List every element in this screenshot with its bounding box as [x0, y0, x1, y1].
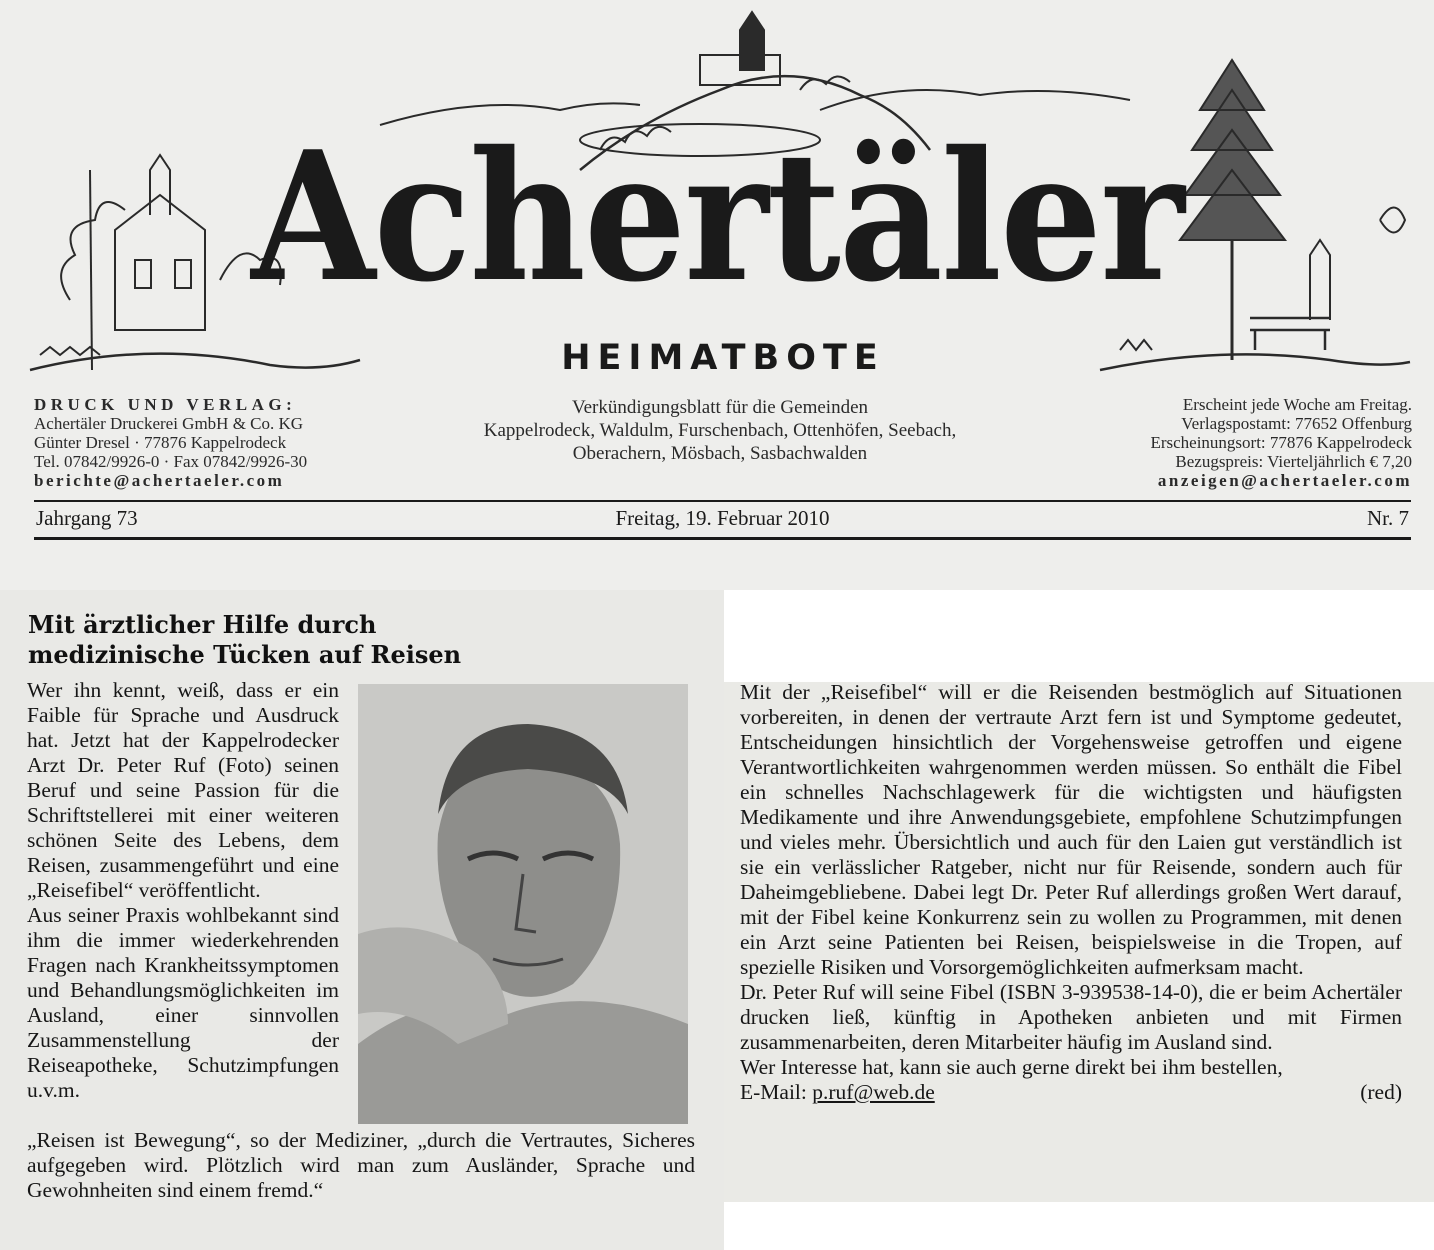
scope-line: Kappelrodeck, Waldulm, Furschenbach, Ottenhöfen, Seebach,	[483, 420, 957, 441]
headline-line: Mit ärztlicher Hilfe durch	[28, 610, 377, 639]
portrait-photo	[358, 684, 688, 1124]
publisher-info-right	[1100, 395, 1412, 490]
publisher-info-left	[34, 395, 374, 490]
publisher-heading: DRUCK UND VERLAG:	[34, 395, 297, 414]
dateline	[34, 506, 1411, 532]
contact-line	[740, 1080, 935, 1105]
article-paragraph: „Reisen ist Bewegung“, so der Mediziner, „durch die Vertrautes, Sicheres aufgegeben wird. Plötzlich wird man zum Ausländer, Sprache und Gewohnheiten sind einem fremd.“	[27, 1128, 695, 1202]
schedule-info: Erscheint jede Woche am Freitag.	[1182, 395, 1412, 414]
ads-email: anzeigen@achertaeler.com	[1157, 471, 1412, 490]
headline-line: medizinische Tücken auf Reisen	[28, 640, 462, 669]
article-column-left-continued	[27, 1128, 695, 1203]
publisher-email: berichte@achertaeler.com	[34, 471, 285, 490]
article-paragraph: Dr. Peter Ruf will seine Fibel (ISBN 3-939538-14-0), die er beim Achertäler drucken ließ, künftig in Apotheken anbieten und mit Firmen zusammenarbeiten, deren Mitarbeiter häufig im Ausland sind.	[740, 980, 1402, 1054]
portrait-illustration	[358, 684, 688, 1124]
divider-top	[34, 500, 1411, 502]
issue-number: Nr. 7	[1367, 506, 1409, 530]
issue-date: Freitag, 19. Februar 2010	[615, 506, 830, 530]
article-signoff	[740, 1080, 1402, 1105]
article-paragraph: Wer ihn kennt, weiß, dass er ein Faible für Sprache und Ausdruck hat. Jetzt hat der Kappelrodecker Arzt Dr. Peter Ruf (Foto) seinen Beruf und seine Passion für die Schriftstellerei mit einer weiteren schönen Seite des Lebens, dem Reisen, zusammengeführt und eine „Reisefibel“ veröffentlicht.	[27, 678, 339, 902]
publisher-phone: Tel. 07842/9926-0 · Fax 07842/9926-30	[34, 452, 308, 471]
publisher-company: Achertäler Druckerei GmbH & Co. KG	[34, 414, 304, 433]
contact-email-link[interactable]: p.ruf@web.de	[812, 1080, 935, 1104]
place-info: Erscheinungsort: 77876 Kappelrodeck	[1150, 433, 1412, 452]
divider-bottom	[34, 537, 1411, 540]
newspaper-title: Achertäler	[251, 112, 1183, 321]
article-paragraph: Aus seiner Praxis wohlbekannt sind ihm die immer wiederkehrenden Fragen nach Krankheitssymptomen und Behandlungsmöglichkeiten im Ausland, einer sinnvollen Zusammenstellung der Reiseapotheke, Schutzimpfungen u.v.m.	[27, 903, 339, 1102]
article-column-left	[27, 678, 339, 1103]
article-paragraph: Mit der „Reisefibel“ will er die Reisenden bestmöglich auf Situationen vorbereiten, in denen der vertraute Arzt fern ist und Symptome gedeutet, Entscheidungen hinsichtlich der Vorgehensweise getroffen und eigene Verantwortlichkeiten wahrgenommen werden müssen. So enthält die Fibel ein schnelles Nachschlagewerk für die wichtigsten und häufigsten Medikamente und ihre Anwendungsgebiete, empfohlene Schutzimpfungen und vieles mehr. Übersichtlich und auch für den Laien gut verständlich ist sie ein verlässlicher Ratgeber, nicht nur für Reisende, sondern auch für Daheimgebliebene. Dabei legt Dr. Peter Ruf allerdings großen Wert darauf, mit der Fibel keine Konkurrenz sein zu wollen zu Programmen, mit denen ein Arzt seine Patienten bei Reisen, beispielsweise in die Tropen, auf spezielle Risiken und Vorsorgemöglichkeiten aufmerksam macht.	[740, 680, 1402, 979]
newspaper-subtitle: HEIMATBOTE	[561, 338, 885, 378]
price-info: Bezugspreis: Vierteljährlich € 7,20	[1175, 452, 1412, 471]
volume-label: Jahrgang 73	[36, 506, 138, 530]
article-column-right	[740, 680, 1402, 1105]
article-headline	[28, 610, 648, 670]
post-office-info: Verlagspostamt: 77652 Offenburg	[1181, 414, 1412, 433]
publisher-address: Günter Dresel · 77876 Kappelrodeck	[34, 433, 287, 452]
email-label: E-Mail:	[740, 1080, 807, 1104]
article-paragraph: Wer Interesse hat, kann sie auch gerne direkt bei ihm bestellen,	[740, 1055, 1283, 1079]
scope-line: Oberachern, Mösbach, Sasbachwalden	[572, 443, 868, 464]
publication-scope	[420, 396, 1020, 465]
author-credit: (red)	[1360, 1080, 1402, 1104]
scope-line: Verkündigungsblatt für die Gemeinden	[571, 397, 868, 418]
